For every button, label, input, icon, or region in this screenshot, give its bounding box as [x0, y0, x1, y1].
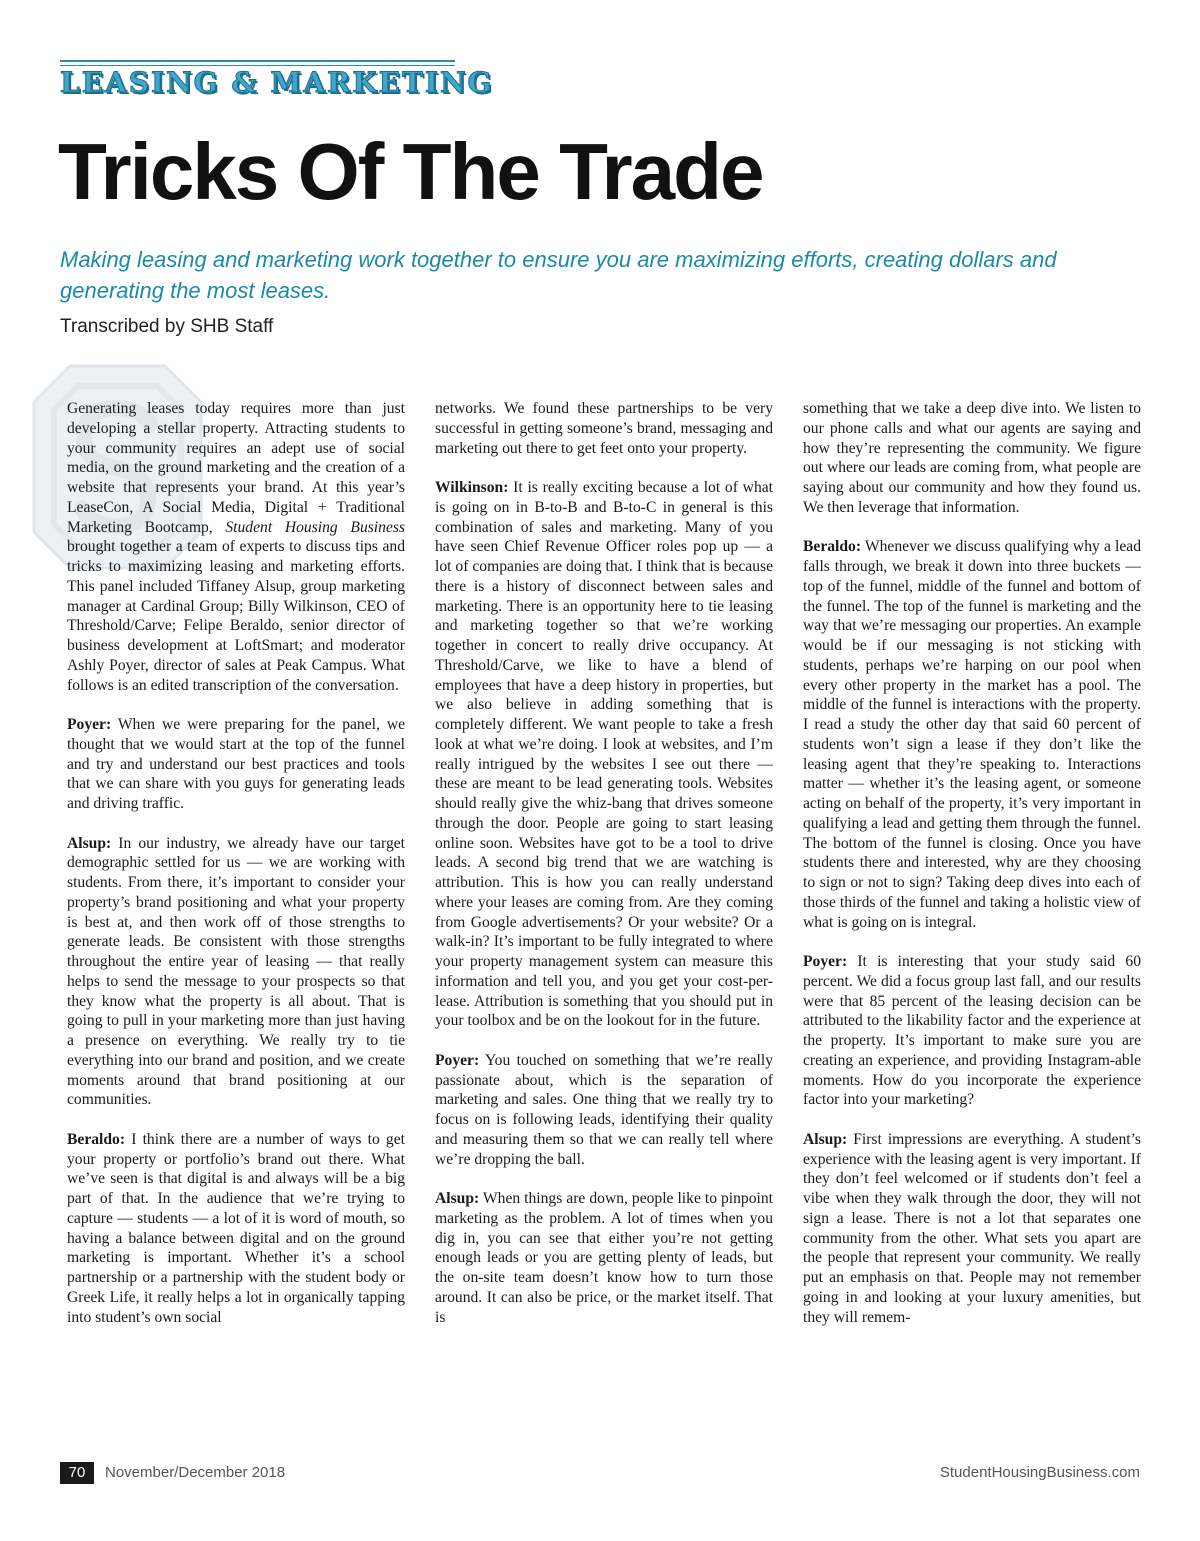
speaker-name: Wilkinson:: [435, 479, 509, 496]
speaker-name: Poyer:: [435, 1051, 480, 1069]
paragraph-text: networks. We found these partnerships to be very successful in getting someone’s brand, messaging and marketing out there to get feet onto your property.: [435, 400, 773, 457]
article-deck: Making leasing and marketing work together to ensure you are maximizing efforts, creating dollars and generating the most leases.: [60, 247, 1057, 303]
page-number: 70: [60, 1462, 94, 1484]
paragraph-text: It is really exciting because a lot of what is going on in B-to-B and B-to-C in general is this combination of sales and marketing. Many of you have seen Chief Revenue Officer roles pop up — a lot of companies are doing that. I think that is because there is a history of disconnect between sales and marketing. There is an opportunity here to tie leasing and marketing together so that we’re working together in concert to really drive occupancy. At Threshold/Carve, we like to have a blend of employees that have a deep history in properties, but we also believe in adding something that is completely different. We want people to take a fresh look at what we’re doing. I look at websites, and I’m really intrigued by the websites I see out there — these are meant to be lead generating tools. Websites should really give the whiz-bang that drives someone through the door. People are going to start leasing online soon. Websites have got to be a tool to drive leads. A second big trend that we are watching is attribution. This is how you can really understand where your leases are coming from. Are they coming from Google advertisements? Or your website? Or a walk-in? It’s important to be fully integrated to where your property management system can measure this information and tell you, and you get your cost-per-lease. Attribution is something that you should put in your toolbox and be on the lookout for in the future.: [435, 479, 773, 1030]
section-rule-top: [60, 60, 455, 62]
speaker-name: Alsup:: [67, 834, 112, 852]
paragraph: [803, 537, 1141, 932]
paragraph: [67, 1130, 405, 1328]
paragraph: [435, 478, 773, 1031]
paragraph-text: I think there are a number of ways to get your property or portfolio’s brand out there. What we’ve seen is that digital is and always will be a big part of that. In the audience that we’re trying to capture — students — a lot of it is word of mouth, so having a balance between digital and on the ground marketing is important. Whether it’s a school partnership or a partnership with the student body or Greek Life, it really helps a lot in organically tapping into student’s own social: [67, 1130, 405, 1326]
section-label: LEASING & MARKETING: [60, 66, 494, 99]
paragraph-text: In our industry, we already have our target demographic settled for us — we are working with students. From there, it’s important to consider your property’s brand positioning and what your property is best at, and then work off of those strengths to generate leads. Be consistent with those strengths throughout the entire year of leasing — that really helps to send the message to your prospects so that they know what the property is all about. That is going to pull in your marketing more than just having a presence on everything. We really try to tie everything into our brand and position, and we create moments around that brand positioning at our communities.: [67, 834, 405, 1109]
speaker-name: Poyer:: [67, 716, 112, 733]
paragraph-text: brought together a team of experts to discuss tips and tricks to maximizing leasing and marketing efforts. This panel included Tiffaney Alsup, group marketing manager at Cardinal Group; Billy Wilkinson, CEO of Threshold/Carve; Felipe Beraldo, senior director of business development at LoftSmart; and moderator Ashly Poyer, director of sales at Peak Campus. What follows is an edited transcription of the conversation.: [67, 538, 405, 694]
paragraph: [803, 952, 1141, 1110]
issue-date: November/December 2018: [105, 1464, 286, 1481]
paragraph: [435, 399, 773, 458]
paragraph-text: When we were preparing for the panel, we thought that we would start at the top of the funnel and try and understand our best practices and tools that we can share with you guys for generating leads and driving traffic.: [67, 716, 405, 812]
paragraph: [435, 1189, 773, 1327]
speaker-name: Alsup:: [435, 1190, 480, 1207]
article-byline: Transcribed by SHB Staff: [60, 316, 274, 337]
speaker-name: Beraldo:: [803, 538, 862, 556]
paragraph-text: When things are down, people like to pinpoint marketing as the problem. A lot of times when you dig in, you can see that either you’re not getting enough leads or you are getting plenty of leads, but the on-site team doesn’t know how to turn those around. It can also be price, or the market itself. That is: [435, 1190, 773, 1326]
text-column-3: [803, 399, 1141, 1451]
paragraph-text: something that we take a deep dive into. We listen to our phone calls and what our agents are saying and how they’re representing the community. We figure out where our leads are coming from, what people are saying about our community and how they found us. We then leverage that information.: [803, 400, 1141, 516]
paragraph-text: It is interesting that your study said 60 percent. We did a focus group last fall, and our results were that 85 percent of the leasing decision can be attributed to the likability factor and the experience at the property. It’s important to make sure you are creating an experience, and providing Instagram-able moments. How do you incorporate the experience factor into your marketing?: [803, 953, 1141, 1109]
speaker-name: Poyer:: [803, 953, 848, 970]
text-column-1: [67, 399, 405, 1451]
paragraph: [803, 399, 1141, 518]
paragraph-text: Generating leases today requires more than just developing a stellar property. Attracting students to your community requires an adept use of social media, on the ground marketing and the creation of a website that represents your brand. At this year’s LeaseCon, A Social Media, Digital + Traditional Marketing Bootcamp,: [67, 400, 405, 536]
speaker-name: Alsup:: [803, 1130, 848, 1148]
paragraph: [803, 1130, 1141, 1328]
intro-paragraph: [67, 399, 405, 695]
publication-name: Student Housing Business: [225, 518, 405, 536]
speaker-name: Beraldo:: [67, 1130, 126, 1148]
text-column-2: [435, 399, 773, 1451]
paragraph: [67, 715, 405, 814]
paragraph-text: Whenever we discuss qualifying why a lead falls through, we break it down into three buckets — top of the funnel, middle of the funnel and bottom of the funnel. The top of the funnel is marketing and the way that we’re messaging our properties. An example would be if our messaging is not sticking with students, perhaps we’re harping on our pool when every other property in the market has a pool. The middle of the funnel is interactions with the property. I read a study the other day that said 60 percent of students won’t sign a lease if they don’t like the leasing agent that they’re speaking to. Interactions matter — whether it’s the leasing agent, or someone acting on behalf of the property, it’s very important in qualifying a lead and getting them through the funnel. The bottom of the funnel is closing. Once you have students there and interested, why are they choosing to sign or not to sign? Taking deep dives into each of those thirds of the funnel and taking a holistic view of what is going on is integral.: [803, 538, 1141, 931]
article-title: Tricks Of The Trade: [58, 127, 763, 216]
paragraph: [435, 1051, 773, 1170]
paragraph-text: You touched on something that we’re really passionate about, which is the separation of marketing and sales. One thing that we really try to focus on is following leads, identifying their quality and measuring them so that we can really tell where we’re dropping the ball.: [435, 1051, 773, 1168]
paragraph: [67, 834, 405, 1111]
paragraph-text: First impressions are everything. A student’s experience with the leasing agent is very important. If they don’t feel welcomed or if students don’t feel a vibe when they walk through the door, they will not sign a lease. There is not a lot that separates one community from the other. What sets you apart are the people that represent your community. We really put an emphasis on that. People may not remember going in and looking at your luxury amenities, but they will remem-: [803, 1130, 1141, 1326]
website-url: StudentHousingBusiness.com: [939, 1464, 1140, 1481]
